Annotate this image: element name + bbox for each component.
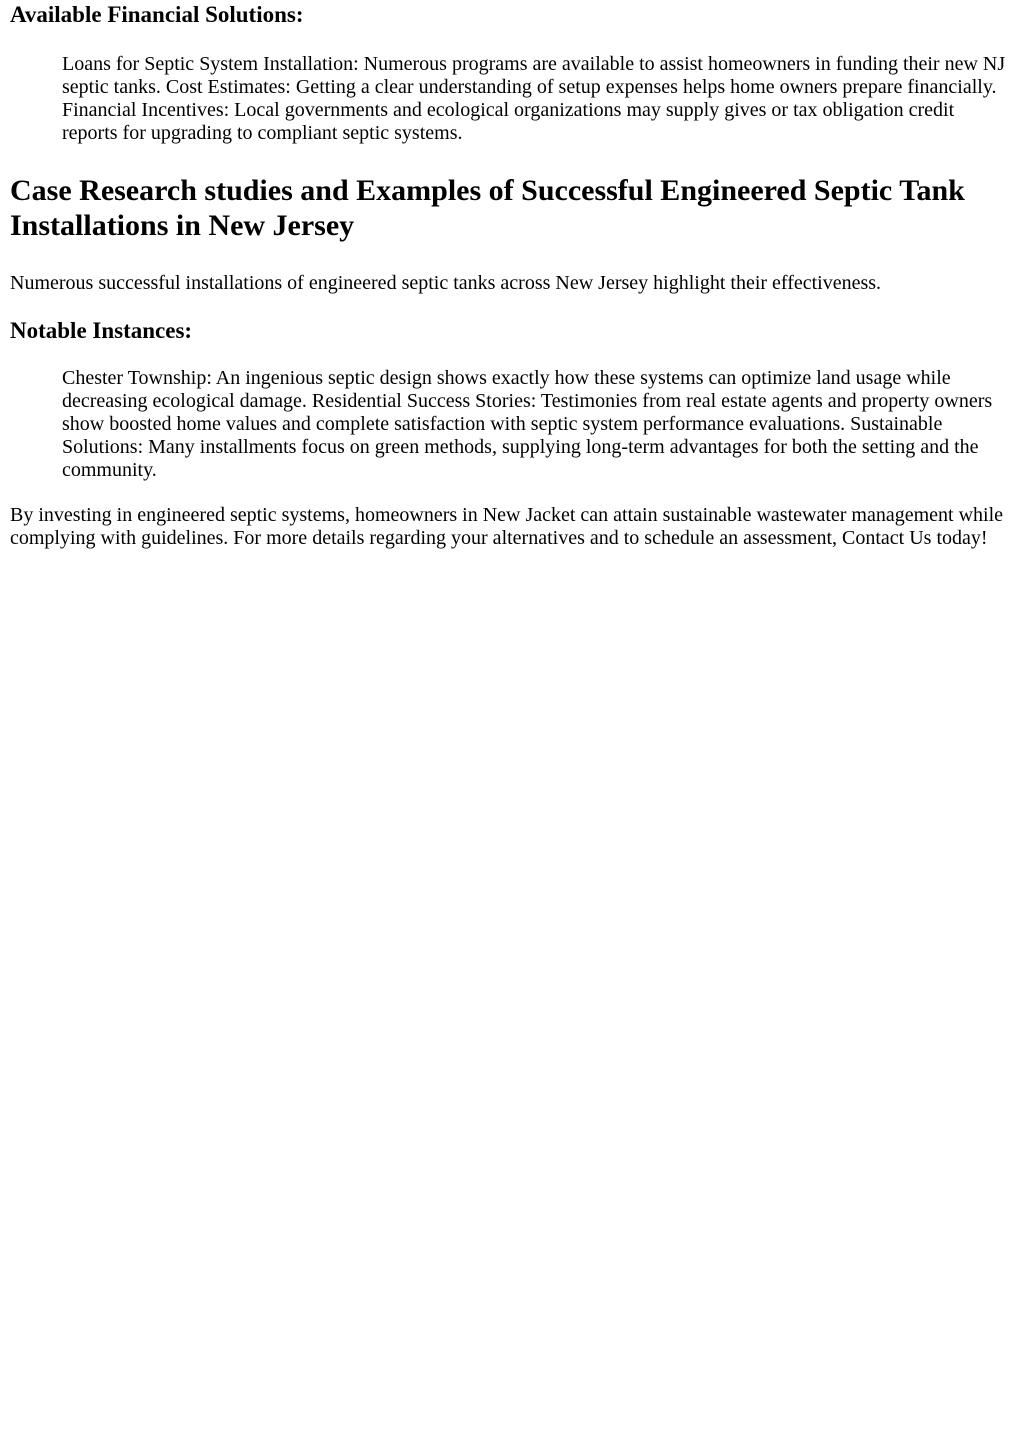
closing-text-start: By investing in engineered septic systems, homeowners in New Jacket can attain sustainable wastewater management while complying with guidelines. For more details regarding your alternatives and to schedule an assessment,	[10, 504, 1004, 549]
case-research-intro: Numerous successful installations of engineered septic tanks across New Jersey highlight their effectiveness.	[10, 272, 882, 294]
financial-solutions-heading: Available Financial Solutions:	[10, 2, 304, 27]
case-research-heading: Case Research studies and Examples of Successful Engineered Septic Tank Installations in New Jersey	[10, 174, 965, 242]
notable-instances-heading: Notable Instances:	[10, 318, 193, 343]
closing-paragraph	[10, 504, 1014, 550]
financial-solutions-blockquote	[62, 53, 1014, 145]
closing-text-end: today!	[931, 527, 988, 549]
notable-instances-blockquote	[62, 367, 1014, 482]
contact-us-link[interactable]: Contact Us	[842, 527, 932, 549]
article-content	[0, 0, 1024, 550]
notable-instances-text: Chester Township: An ingenious septic design shows exactly how these systems can optimize land usage while decreasing ecological damage. Residential Success Stories: Testimonies from real estate agents and property owners show boosted home values and complete satisfaction with septic system performance evaluations. Sustainable Solutions: Many installments focus on green methods, supplying long-term advantages for both the setting and the community.	[62, 367, 993, 481]
financial-solutions-text: Loans for Septic System Installation: Numerous programs are available to assist homeowners in funding their new NJ septic tanks. Cost Estimates: Getting a clear understanding of setup expenses helps home owners prepare financially. Financial Incentives: Local governments and ecological organizations may supply gives or tax obligation credit reports for upgrading to compliant septic systems.	[62, 53, 1006, 144]
